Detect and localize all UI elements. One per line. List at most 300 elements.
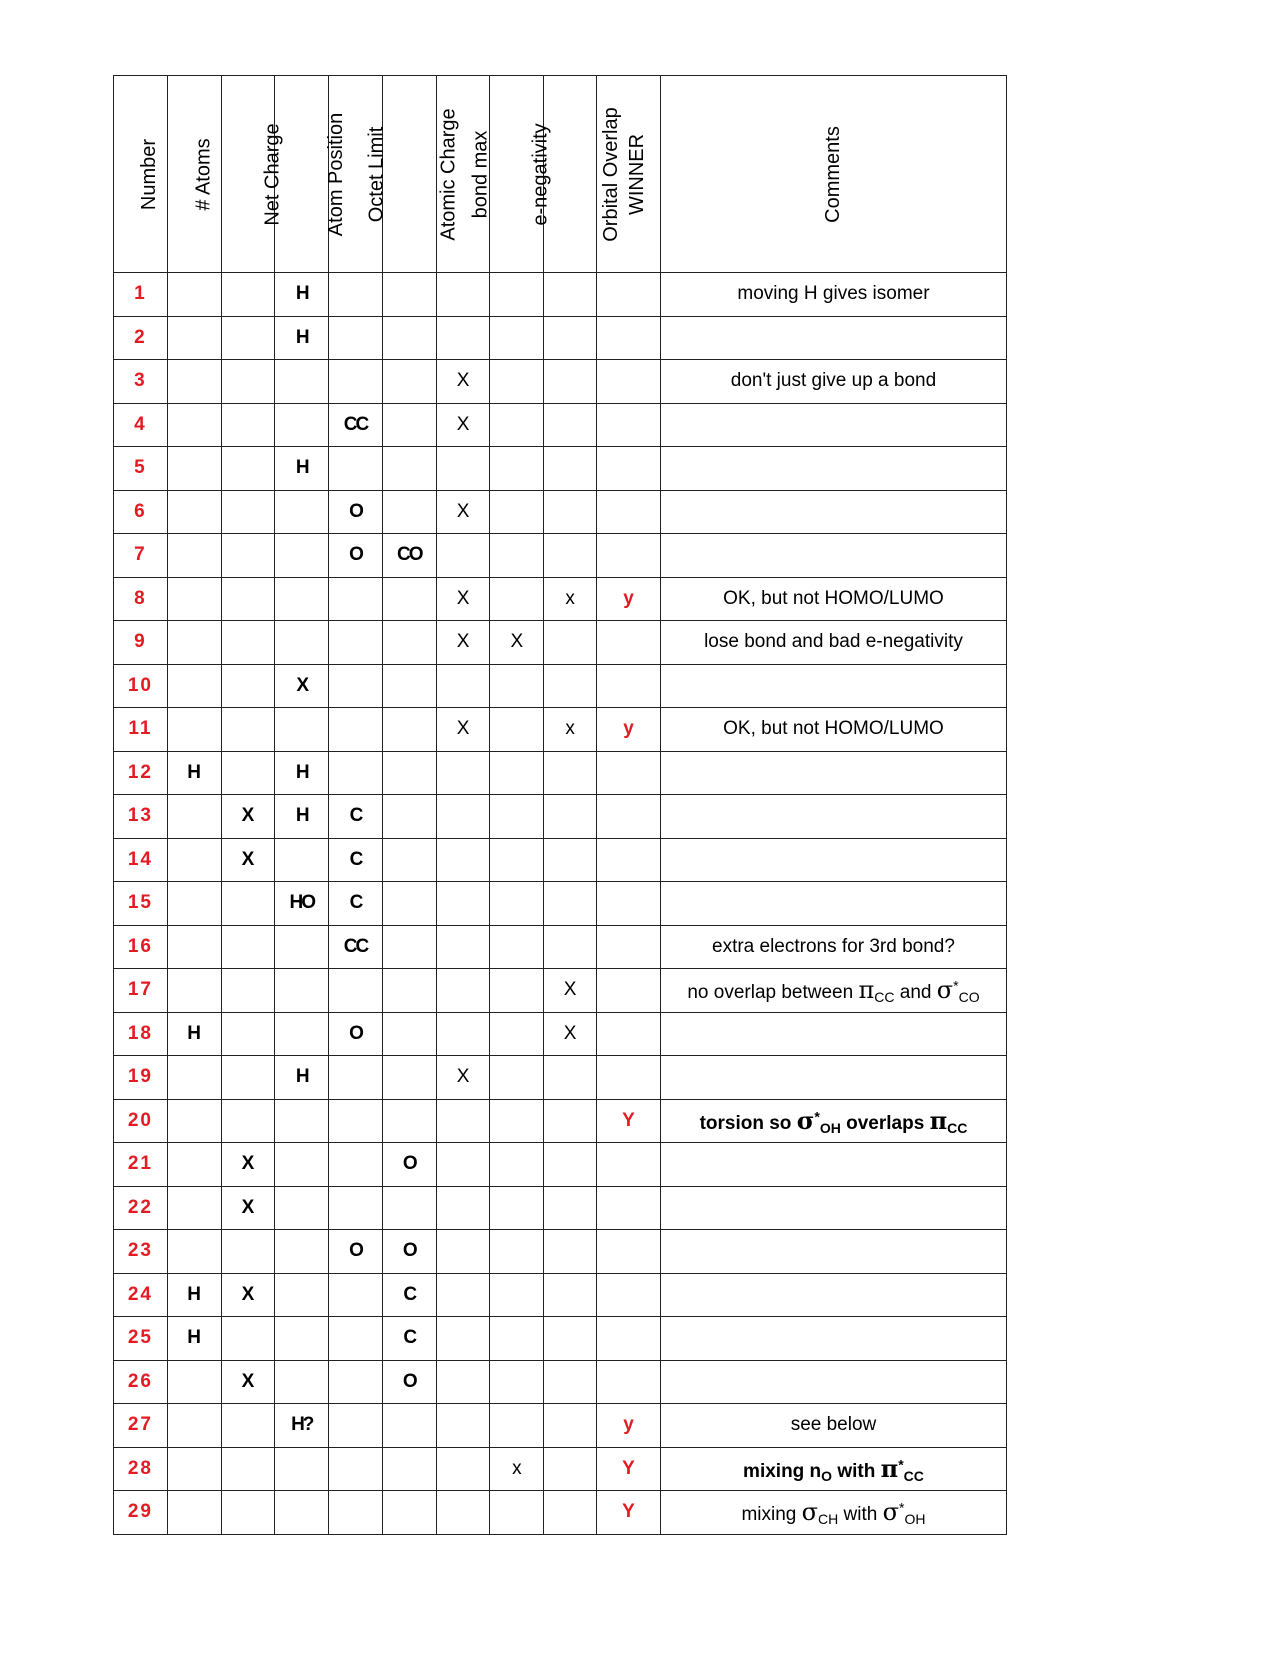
cell-atomic-charge (382, 403, 436, 447)
cell-octet-limit (329, 1143, 383, 1187)
header-e-negativity: e-negativity (490, 76, 544, 273)
cell-net-charge: X (221, 1360, 275, 1404)
table-row (114, 621, 1007, 665)
cell-number: 2 (114, 316, 168, 360)
cell-winner (597, 1056, 661, 1100)
table-row (114, 1056, 1007, 1100)
cell-octet-limit (329, 1447, 383, 1491)
cell-atomic-charge (382, 577, 436, 621)
cell-bond-max (436, 1317, 490, 1361)
cell-net-charge (221, 1012, 275, 1056)
cell-winner (597, 1012, 661, 1056)
cell-atoms (167, 664, 221, 708)
cell-octet-limit (329, 1317, 383, 1361)
cell-atom-position (275, 969, 329, 1013)
cell-bond-max (436, 316, 490, 360)
cell-number: 25 (114, 1317, 168, 1361)
cell-net-charge (221, 273, 275, 317)
cell-e-negativity (490, 316, 544, 360)
cell-atomic-charge (382, 1012, 436, 1056)
comment-fragment: σ (796, 1105, 815, 1135)
cell-octet-limit (329, 447, 383, 491)
cell-comment: see below (660, 1404, 1006, 1448)
cell-atomic-charge (382, 1491, 436, 1535)
table-row (114, 1143, 1007, 1187)
cell-bond-max (436, 1404, 490, 1448)
cell-winner (597, 1360, 661, 1404)
comment-fragment: O (821, 1467, 833, 1484)
cell-number: 21 (114, 1143, 168, 1187)
cell-octet-limit (329, 1273, 383, 1317)
comment-fragment: * (814, 1108, 820, 1125)
cell-e-negativity (490, 534, 544, 578)
cell-e-negativity (490, 708, 544, 752)
cell-atoms (167, 273, 221, 317)
cell-atoms (167, 534, 221, 578)
cell-e-negativity (490, 925, 544, 969)
cell-bond-max (436, 1012, 490, 1056)
cell-atomic-charge (382, 1447, 436, 1491)
cell-octet-limit (329, 273, 383, 317)
cell-comment: OK, but not HOMO/LUMO (660, 577, 1006, 621)
cell-e-negativity (490, 1317, 544, 1361)
comment-fragment: OH (819, 1119, 841, 1136)
cell-winner (597, 664, 661, 708)
cell-comment (660, 534, 1006, 578)
cell-net-charge (221, 1447, 275, 1491)
cell-net-charge (221, 534, 275, 578)
cell-comment (660, 1273, 1006, 1317)
cell-net-charge (221, 1056, 275, 1100)
cell-octet-limit (329, 1360, 383, 1404)
cell-net-charge (221, 925, 275, 969)
cell-winner: y (597, 1404, 661, 1448)
cell-atom-position (275, 1230, 329, 1274)
cell-atom-position: X (275, 664, 329, 708)
cell-e-negativity (490, 1404, 544, 1448)
cell-atomic-charge (382, 360, 436, 404)
cell-octet-limit (329, 1056, 383, 1100)
cell-e-negativity (490, 1360, 544, 1404)
table-row (114, 882, 1007, 926)
cell-orbital-overlap (544, 838, 597, 882)
cell-number: 19 (114, 1056, 168, 1100)
cell-orbital-overlap (544, 795, 597, 839)
header-bond-max: bond max (436, 76, 490, 273)
cell-atomic-charge (382, 925, 436, 969)
table-row (114, 795, 1007, 839)
cell-atom-position (275, 534, 329, 578)
header-atomic-charge: Atomic Charge (382, 76, 436, 273)
cell-number: 20 (114, 1099, 168, 1143)
cell-atoms (167, 1404, 221, 1448)
table-row (114, 577, 1007, 621)
cell-atoms (167, 403, 221, 447)
cell-number: 15 (114, 882, 168, 926)
cell-winner (597, 316, 661, 360)
table-row (114, 1099, 1007, 1143)
table-row (114, 969, 1007, 1013)
cell-number: 22 (114, 1186, 168, 1230)
cell-orbital-overlap (544, 664, 597, 708)
cell-winner (597, 882, 661, 926)
cell-number: 3 (114, 360, 168, 404)
header-octet-limit: Octet Limit (329, 76, 383, 273)
cell-number: 17 (114, 969, 168, 1013)
comment-fragment: CC (947, 1119, 968, 1136)
cell-net-charge (221, 751, 275, 795)
cell-octet-limit (329, 577, 383, 621)
cell-net-charge (221, 1404, 275, 1448)
cell-comment (660, 316, 1006, 360)
cell-comment: OK, but not HOMO/LUMO (660, 708, 1006, 752)
cell-comment (660, 1056, 1006, 1100)
cell-winner (597, 490, 661, 534)
cell-atom-position: H (275, 795, 329, 839)
cell-octet-limit (329, 360, 383, 404)
header-net-charge: Net Charge (221, 76, 275, 273)
cell-atom-position (275, 1099, 329, 1143)
cell-net-charge (221, 360, 275, 404)
cell-atomic-charge (382, 751, 436, 795)
cell-bond-max: X (436, 360, 490, 404)
cell-comment (660, 664, 1006, 708)
cell-number: 10 (114, 664, 168, 708)
cell-comment (660, 882, 1006, 926)
cell-octet-limit: CC (329, 403, 383, 447)
cell-orbital-overlap (544, 1447, 597, 1491)
cell-octet-limit (329, 969, 383, 1013)
cell-winner: y (597, 708, 661, 752)
header-comments: Comments (660, 76, 1006, 273)
cell-net-charge: X (221, 1186, 275, 1230)
cell-orbital-overlap: x (544, 708, 597, 752)
cell-comment (660, 1099, 1006, 1143)
cell-net-charge (221, 969, 275, 1013)
cell-atomic-charge (382, 795, 436, 839)
cell-orbital-overlap (544, 534, 597, 578)
cell-octet-limit: O (329, 1230, 383, 1274)
cell-atoms (167, 1491, 221, 1535)
cell-comment: moving H gives isomer (660, 273, 1006, 317)
cell-e-negativity (490, 1230, 544, 1274)
table-row (114, 1012, 1007, 1056)
cell-comment (660, 403, 1006, 447)
table-row (114, 1186, 1007, 1230)
cell-orbital-overlap: x (544, 577, 597, 621)
header-orbital-overlap: Orbital Overlap (544, 76, 597, 273)
cell-number: 18 (114, 1012, 168, 1056)
comment-fragment: no overlap between (687, 981, 859, 1003)
cell-e-negativity (490, 664, 544, 708)
cell-bond-max: X (436, 708, 490, 752)
cell-atomic-charge (382, 490, 436, 534)
cell-octet-limit: CC (329, 925, 383, 969)
cell-bond-max (436, 969, 490, 1013)
cell-number: 6 (114, 490, 168, 534)
table-row (114, 360, 1007, 404)
cell-atoms (167, 1056, 221, 1100)
cell-winner (597, 1143, 661, 1187)
cell-orbital-overlap: X (544, 1012, 597, 1056)
cell-atomic-charge (382, 708, 436, 752)
comment-fragment: * (899, 1499, 905, 1516)
cell-atoms (167, 447, 221, 491)
cell-bond-max (436, 273, 490, 317)
cell-number: 7 (114, 534, 168, 578)
cell-atom-position (275, 1360, 329, 1404)
cell-number: 8 (114, 577, 168, 621)
table-row (114, 1230, 1007, 1274)
cell-bond-max (436, 1230, 490, 1274)
cell-octet-limit: C (329, 795, 383, 839)
cell-number: 11 (114, 708, 168, 752)
cell-octet-limit (329, 621, 383, 665)
cell-comment (660, 447, 1006, 491)
cell-winner: Y (597, 1491, 661, 1535)
cell-e-negativity (490, 1012, 544, 1056)
comment-fragment: mixing n (743, 1460, 822, 1482)
cell-atom-position: H (275, 273, 329, 317)
cell-winner: Y (597, 1099, 661, 1143)
cell-atoms (167, 1447, 221, 1491)
cell-comment (660, 838, 1006, 882)
cell-octet-limit (329, 1491, 383, 1535)
comment-fragment: π (929, 1105, 948, 1135)
cell-atom-position: H (275, 751, 329, 795)
cell-bond-max (436, 1273, 490, 1317)
header-winner: WINNER (597, 76, 661, 273)
comment-fragment: overlaps (840, 1112, 930, 1134)
cell-winner (597, 403, 661, 447)
cell-octet-limit (329, 664, 383, 708)
cell-atom-position (275, 1447, 329, 1491)
cell-orbital-overlap (544, 447, 597, 491)
cell-octet-limit (329, 708, 383, 752)
cell-comment (660, 751, 1006, 795)
cell-octet-limit (329, 1404, 383, 1448)
cell-atomic-charge (382, 1186, 436, 1230)
cell-atoms (167, 621, 221, 665)
comment-fragment: CH (818, 1510, 839, 1527)
cell-atomic-charge: O (382, 1230, 436, 1274)
cell-orbital-overlap (544, 1056, 597, 1100)
cell-atom-position: H (275, 316, 329, 360)
cell-atoms (167, 1230, 221, 1274)
cell-bond-max (436, 1491, 490, 1535)
cell-e-negativity: X (490, 621, 544, 665)
cell-atom-position (275, 1143, 329, 1187)
cell-atom-position: H (275, 1056, 329, 1100)
cell-orbital-overlap (544, 882, 597, 926)
cell-atomic-charge (382, 838, 436, 882)
cell-orbital-overlap (544, 360, 597, 404)
cell-comment (660, 1012, 1006, 1056)
comment-fragment: * (953, 977, 959, 994)
cell-octet-limit: O (329, 1012, 383, 1056)
cell-winner (597, 534, 661, 578)
cell-net-charge: X (221, 838, 275, 882)
cell-bond-max: X (436, 577, 490, 621)
cell-octet-limit: O (329, 490, 383, 534)
cell-atomic-charge (382, 1056, 436, 1100)
comment-fragment: π (858, 975, 875, 1004)
cell-atoms (167, 316, 221, 360)
cell-orbital-overlap (544, 403, 597, 447)
cell-e-negativity (490, 1273, 544, 1317)
cell-number: 12 (114, 751, 168, 795)
cell-winner (597, 838, 661, 882)
cell-number: 16 (114, 925, 168, 969)
table-row (114, 490, 1007, 534)
cell-e-negativity (490, 1186, 544, 1230)
cell-bond-max (436, 447, 490, 491)
cell-atomic-charge (382, 1099, 436, 1143)
cell-atomic-charge (382, 447, 436, 491)
cell-e-negativity (490, 838, 544, 882)
cell-atom-position (275, 708, 329, 752)
cell-winner (597, 1273, 661, 1317)
cell-net-charge: X (221, 1273, 275, 1317)
cell-comment: extra electrons for 3rd bond? (660, 925, 1006, 969)
comment-fragment: with (832, 1460, 881, 1482)
cell-atomic-charge (382, 316, 436, 360)
comment-fragment: CC (874, 988, 895, 1005)
cell-net-charge (221, 1317, 275, 1361)
cell-winner: Y (597, 1447, 661, 1491)
cell-e-negativity (490, 751, 544, 795)
cell-orbital-overlap (544, 490, 597, 534)
cell-atom-position (275, 1491, 329, 1535)
cell-atoms (167, 1360, 221, 1404)
cell-atoms (167, 882, 221, 926)
comment-fragment: with (838, 1503, 883, 1525)
header-atoms: # Atoms (167, 76, 221, 273)
cell-atom-position (275, 621, 329, 665)
cell-atomic-charge (382, 621, 436, 665)
cell-number: 23 (114, 1230, 168, 1274)
table-row (114, 1360, 1007, 1404)
cell-atoms (167, 490, 221, 534)
cell-net-charge (221, 1491, 275, 1535)
cell-bond-max (436, 1447, 490, 1491)
cell-atomic-charge (382, 664, 436, 708)
cell-orbital-overlap (544, 1360, 597, 1404)
cell-atom-position: H (275, 447, 329, 491)
cell-atomic-charge: O (382, 1360, 436, 1404)
cell-orbital-overlap (544, 1099, 597, 1143)
cell-comment: lose bond and bad e-negativity (660, 621, 1006, 665)
cell-winner (597, 621, 661, 665)
table-row (114, 751, 1007, 795)
evaluation-table (113, 75, 1007, 1535)
cell-orbital-overlap (544, 1230, 597, 1274)
cell-e-negativity (490, 1143, 544, 1187)
comment-fragment: and (894, 981, 937, 1003)
cell-number: 5 (114, 447, 168, 491)
cell-net-charge (221, 1099, 275, 1143)
cell-e-negativity (490, 1056, 544, 1100)
table-row (114, 447, 1007, 491)
cell-net-charge (221, 708, 275, 752)
cell-orbital-overlap (544, 316, 597, 360)
cell-orbital-overlap (544, 621, 597, 665)
comment-fragment: σ (801, 1497, 819, 1526)
table-row (114, 664, 1007, 708)
cell-comment (660, 1360, 1006, 1404)
cell-atoms (167, 708, 221, 752)
cell-e-negativity (490, 360, 544, 404)
table-row (114, 316, 1007, 360)
cell-atom-position (275, 925, 329, 969)
cell-e-negativity (490, 882, 544, 926)
cell-atoms (167, 925, 221, 969)
cell-atoms (167, 969, 221, 1013)
cell-atom-position: HO (275, 882, 329, 926)
cell-bond-max (436, 882, 490, 926)
cell-atom-position (275, 577, 329, 621)
cell-orbital-overlap (544, 1273, 597, 1317)
cell-winner (597, 751, 661, 795)
cell-e-negativity (490, 273, 544, 317)
cell-number: 14 (114, 838, 168, 882)
cell-octet-limit: C (329, 838, 383, 882)
comment-fragment: σ (936, 975, 954, 1004)
cell-bond-max (436, 838, 490, 882)
cell-atoms (167, 1186, 221, 1230)
cell-comment (660, 1491, 1006, 1535)
table-row (114, 708, 1007, 752)
cell-number: 28 (114, 1447, 168, 1491)
table-row (114, 403, 1007, 447)
cell-orbital-overlap (544, 1186, 597, 1230)
cell-atoms (167, 360, 221, 404)
cell-atomic-charge (382, 969, 436, 1013)
cell-number: 26 (114, 1360, 168, 1404)
cell-orbital-overlap (544, 1491, 597, 1535)
cell-atom-position (275, 1273, 329, 1317)
cell-atom-position: H? (275, 1404, 329, 1448)
table-row (114, 1491, 1007, 1535)
cell-winner (597, 360, 661, 404)
cell-atom-position (275, 490, 329, 534)
comment-fragment: mixing (741, 1503, 802, 1525)
cell-bond-max (436, 534, 490, 578)
cell-e-negativity (490, 447, 544, 491)
cell-orbital-overlap (544, 751, 597, 795)
cell-net-charge: X (221, 1143, 275, 1187)
cell-atom-position (275, 403, 329, 447)
cell-bond-max (436, 1186, 490, 1230)
table-row (114, 534, 1007, 578)
cell-comment (660, 969, 1006, 1013)
cell-number: 13 (114, 795, 168, 839)
cell-atom-position (275, 1186, 329, 1230)
cell-atom-position (275, 838, 329, 882)
cell-comment (660, 1230, 1006, 1274)
cell-comment: don't just give up a bond (660, 360, 1006, 404)
cell-number: 4 (114, 403, 168, 447)
table-row (114, 925, 1007, 969)
cell-octet-limit (329, 316, 383, 360)
cell-bond-max (436, 1099, 490, 1143)
cell-winner (597, 925, 661, 969)
cell-orbital-overlap (544, 1317, 597, 1361)
cell-net-charge (221, 664, 275, 708)
table-row (114, 1404, 1007, 1448)
cell-net-charge (221, 403, 275, 447)
header-atom-position: Atom Position (275, 76, 329, 273)
